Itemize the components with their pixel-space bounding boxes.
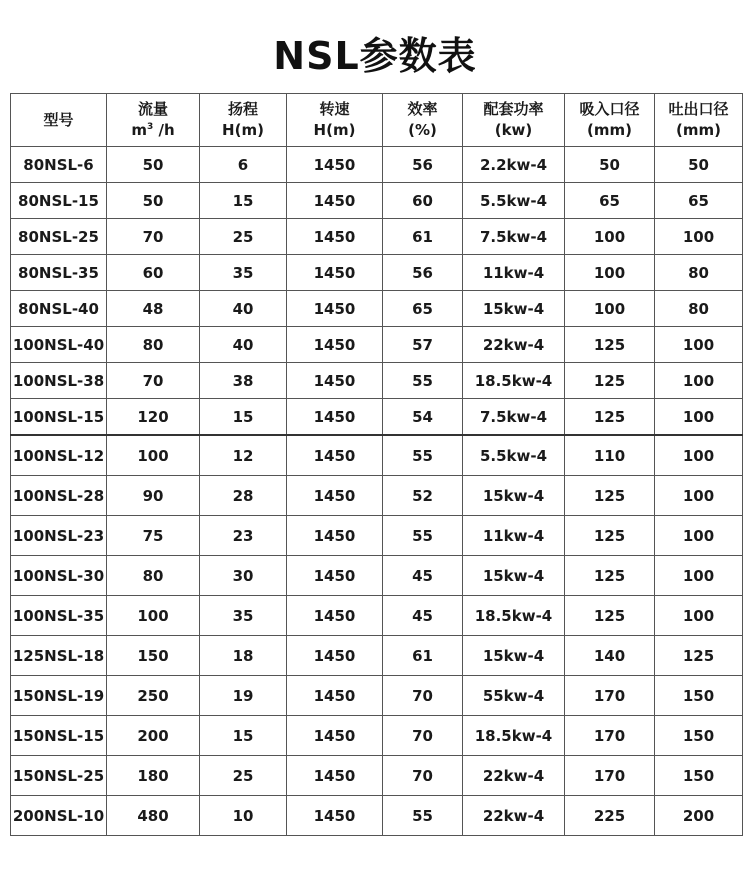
cell-speed: 1450: [287, 596, 383, 636]
table-row: [11, 556, 743, 596]
cell-discharge-diameter: 100: [655, 327, 743, 363]
cell-efficiency: 60: [383, 183, 463, 219]
page-title: NSL参数表: [273, 34, 477, 78]
header-model: [11, 94, 107, 147]
cell-discharge-diameter: 80: [655, 255, 743, 291]
cell-suction-diameter: 65: [565, 183, 655, 219]
cell-model: 100NSL-35: [11, 596, 107, 636]
cell-flow: 200: [107, 716, 200, 756]
cell-flow: 75: [107, 516, 200, 556]
header-head-unit: H(m): [222, 121, 264, 139]
cell-model: 100NSL-15: [11, 399, 107, 436]
cell-speed: 1450: [287, 219, 383, 255]
cell-model: 100NSL-23: [11, 516, 107, 556]
cell-speed: 1450: [287, 327, 383, 363]
cell-power: 11kw-4: [463, 255, 565, 291]
cell-flow: 80: [107, 327, 200, 363]
header-power: [463, 94, 565, 147]
cell-model: 200NSL-10: [11, 796, 107, 836]
cell-efficiency: 54: [383, 399, 463, 436]
cell-suction-diameter: 100: [565, 291, 655, 327]
table-row: [11, 399, 743, 436]
cell-efficiency: 56: [383, 255, 463, 291]
cell-suction-diameter: 140: [565, 636, 655, 676]
parameter-table: [10, 93, 743, 836]
cell-discharge-diameter: 100: [655, 516, 743, 556]
cell-speed: 1450: [287, 363, 383, 399]
cell-efficiency: 55: [383, 516, 463, 556]
cell-model: 100NSL-38: [11, 363, 107, 399]
cell-suction-diameter: 110: [565, 435, 655, 476]
cell-flow: 70: [107, 219, 200, 255]
table-row: [11, 291, 743, 327]
cell-speed: 1450: [287, 556, 383, 596]
cell-head: 15: [200, 399, 287, 436]
header-efficiency: [383, 94, 463, 147]
cell-power: 18.5kw-4: [463, 716, 565, 756]
cell-speed: 1450: [287, 147, 383, 183]
cell-model: 100NSL-30: [11, 556, 107, 596]
cell-speed: 1450: [287, 255, 383, 291]
table-row: [11, 327, 743, 363]
table-row: [11, 476, 743, 516]
cell-discharge-diameter: 150: [655, 676, 743, 716]
cell-flow: 120: [107, 399, 200, 436]
cell-flow: 80: [107, 556, 200, 596]
cell-power: 15kw-4: [463, 636, 565, 676]
cell-model: 125NSL-18: [11, 636, 107, 676]
cell-power: 5.5kw-4: [463, 183, 565, 219]
header-speed-unit: H(m): [313, 121, 356, 139]
cell-head: 15: [200, 183, 287, 219]
table-row: [11, 636, 743, 676]
header-flow-unit-base: m: [131, 121, 147, 139]
cell-power: 7.5kw-4: [463, 219, 565, 255]
cell-efficiency: 70: [383, 676, 463, 716]
cell-power: 18.5kw-4: [463, 596, 565, 636]
header-flow: [107, 94, 200, 147]
table-row: [11, 219, 743, 255]
cell-efficiency: 45: [383, 556, 463, 596]
cell-speed: 1450: [287, 516, 383, 556]
cell-model: 80NSL-35: [11, 255, 107, 291]
cell-head: 28: [200, 476, 287, 516]
cell-speed: 1450: [287, 796, 383, 836]
cell-discharge-diameter: 100: [655, 219, 743, 255]
cell-head: 35: [200, 596, 287, 636]
cell-power: 22kw-4: [463, 327, 565, 363]
table-row: [11, 183, 743, 219]
cell-flow: 480: [107, 796, 200, 836]
table-row: [11, 716, 743, 756]
header-suction-diameter: [565, 94, 655, 147]
cell-flow: 70: [107, 363, 200, 399]
cell-suction-diameter: 225: [565, 796, 655, 836]
cell-model: 80NSL-15: [11, 183, 107, 219]
cell-model: 150NSL-25: [11, 756, 107, 796]
header-flow-unit: [107, 120, 199, 141]
cell-power: 15kw-4: [463, 291, 565, 327]
cell-head: 18: [200, 636, 287, 676]
cell-speed: 1450: [287, 399, 383, 436]
header-flow-unit-sup: 3: [146, 122, 154, 132]
table-row: [11, 147, 743, 183]
cell-suction-diameter: 100: [565, 219, 655, 255]
cell-efficiency: 61: [383, 219, 463, 255]
header-suction-label: 吸入口径: [579, 100, 640, 118]
table-row: [11, 435, 743, 476]
cell-head: 6: [200, 147, 287, 183]
table-row: [11, 676, 743, 716]
cell-speed: 1450: [287, 716, 383, 756]
cell-power: 11kw-4: [463, 516, 565, 556]
cell-efficiency: 61: [383, 636, 463, 676]
header-head: [200, 94, 287, 147]
cell-efficiency: 55: [383, 796, 463, 836]
cell-head: 40: [200, 327, 287, 363]
cell-head: 38: [200, 363, 287, 399]
header-efficiency-label: 效率: [407, 100, 438, 118]
header-power-label: 配套功率: [483, 100, 544, 118]
header-discharge-diameter: [655, 94, 743, 147]
header-discharge-label: 吐出口径: [668, 100, 729, 118]
cell-speed: 1450: [287, 435, 383, 476]
cell-head: 19: [200, 676, 287, 716]
cell-flow: 50: [107, 147, 200, 183]
cell-head: 40: [200, 291, 287, 327]
header-flow-unit-rest: /h: [153, 121, 175, 139]
header-discharge-unit: (mm): [676, 121, 721, 139]
table-row: [11, 516, 743, 556]
cell-speed: 1450: [287, 183, 383, 219]
cell-flow: 150: [107, 636, 200, 676]
header-speed: [287, 94, 383, 147]
header-head-label: 扬程: [227, 100, 258, 118]
header-model-label: 型号: [43, 110, 74, 129]
cell-discharge-diameter: 125: [655, 636, 743, 676]
cell-power: 2.2kw-4: [463, 147, 565, 183]
cell-discharge-diameter: 150: [655, 716, 743, 756]
cell-efficiency: 55: [383, 363, 463, 399]
table-row: [11, 363, 743, 399]
cell-power: 22kw-4: [463, 756, 565, 796]
cell-flow: 250: [107, 676, 200, 716]
cell-discharge-diameter: 65: [655, 183, 743, 219]
table-header-row: [11, 94, 743, 147]
cell-discharge-diameter: 100: [655, 435, 743, 476]
cell-efficiency: 65: [383, 291, 463, 327]
cell-head: 30: [200, 556, 287, 596]
cell-discharge-diameter: 100: [655, 476, 743, 516]
cell-discharge-diameter: 100: [655, 399, 743, 436]
cell-flow: 100: [107, 596, 200, 636]
cell-model: 80NSL-25: [11, 219, 107, 255]
table-row: [11, 255, 743, 291]
cell-head: 12: [200, 435, 287, 476]
cell-head: 15: [200, 716, 287, 756]
cell-suction-diameter: 125: [565, 399, 655, 436]
cell-model: 100NSL-28: [11, 476, 107, 516]
cell-head: 35: [200, 255, 287, 291]
cell-suction-diameter: 125: [565, 363, 655, 399]
cell-suction-diameter: 125: [565, 516, 655, 556]
cell-discharge-diameter: 100: [655, 596, 743, 636]
cell-suction-diameter: 125: [565, 476, 655, 516]
cell-power: 22kw-4: [463, 796, 565, 836]
header-power-unit: (kw): [494, 121, 533, 139]
cell-efficiency: 57: [383, 327, 463, 363]
cell-model: 100NSL-12: [11, 435, 107, 476]
cell-discharge-diameter: 200: [655, 796, 743, 836]
cell-head: 10: [200, 796, 287, 836]
cell-model: 150NSL-19: [11, 676, 107, 716]
cell-power: 5.5kw-4: [463, 435, 565, 476]
cell-efficiency: 70: [383, 756, 463, 796]
header-efficiency-unit: (%): [408, 121, 437, 139]
cell-efficiency: 45: [383, 596, 463, 636]
cell-head: 25: [200, 219, 287, 255]
cell-model: 100NSL-40: [11, 327, 107, 363]
cell-power: 15kw-4: [463, 556, 565, 596]
cell-speed: 1450: [287, 756, 383, 796]
cell-head: 25: [200, 756, 287, 796]
cell-suction-diameter: 170: [565, 756, 655, 796]
table-row: [11, 756, 743, 796]
cell-suction-diameter: 100: [565, 255, 655, 291]
cell-power: 18.5kw-4: [463, 363, 565, 399]
cell-power: 15kw-4: [463, 476, 565, 516]
header-suction-unit: (mm): [587, 121, 632, 139]
cell-flow: 48: [107, 291, 200, 327]
cell-suction-diameter: 125: [565, 327, 655, 363]
cell-discharge-diameter: 150: [655, 756, 743, 796]
cell-efficiency: 55: [383, 435, 463, 476]
cell-flow: 50: [107, 183, 200, 219]
cell-efficiency: 56: [383, 147, 463, 183]
cell-suction-diameter: 170: [565, 676, 655, 716]
cell-discharge-diameter: 50: [655, 147, 743, 183]
cell-model: 80NSL-6: [11, 147, 107, 183]
table-body: [11, 147, 743, 836]
cell-discharge-diameter: 80: [655, 291, 743, 327]
cell-efficiency: 52: [383, 476, 463, 516]
cell-suction-diameter: 170: [565, 716, 655, 756]
cell-flow: 100: [107, 435, 200, 476]
header-flow-label: 流量: [137, 100, 168, 118]
cell-discharge-diameter: 100: [655, 556, 743, 596]
table-row: [11, 796, 743, 836]
cell-suction-diameter: 50: [565, 147, 655, 183]
cell-head: 23: [200, 516, 287, 556]
cell-discharge-diameter: 100: [655, 363, 743, 399]
cell-flow: 90: [107, 476, 200, 516]
cell-speed: 1450: [287, 291, 383, 327]
cell-efficiency: 70: [383, 716, 463, 756]
cell-power: 55kw-4: [463, 676, 565, 716]
cell-speed: 1450: [287, 676, 383, 716]
cell-flow: 60: [107, 255, 200, 291]
cell-speed: 1450: [287, 636, 383, 676]
cell-speed: 1450: [287, 476, 383, 516]
table-row: [11, 596, 743, 636]
cell-power: 7.5kw-4: [463, 399, 565, 436]
cell-flow: 180: [107, 756, 200, 796]
cell-suction-diameter: 125: [565, 596, 655, 636]
cell-model: 80NSL-40: [11, 291, 107, 327]
cell-suction-diameter: 125: [565, 556, 655, 596]
header-speed-label: 转速: [319, 100, 350, 118]
cell-model: 150NSL-15: [11, 716, 107, 756]
